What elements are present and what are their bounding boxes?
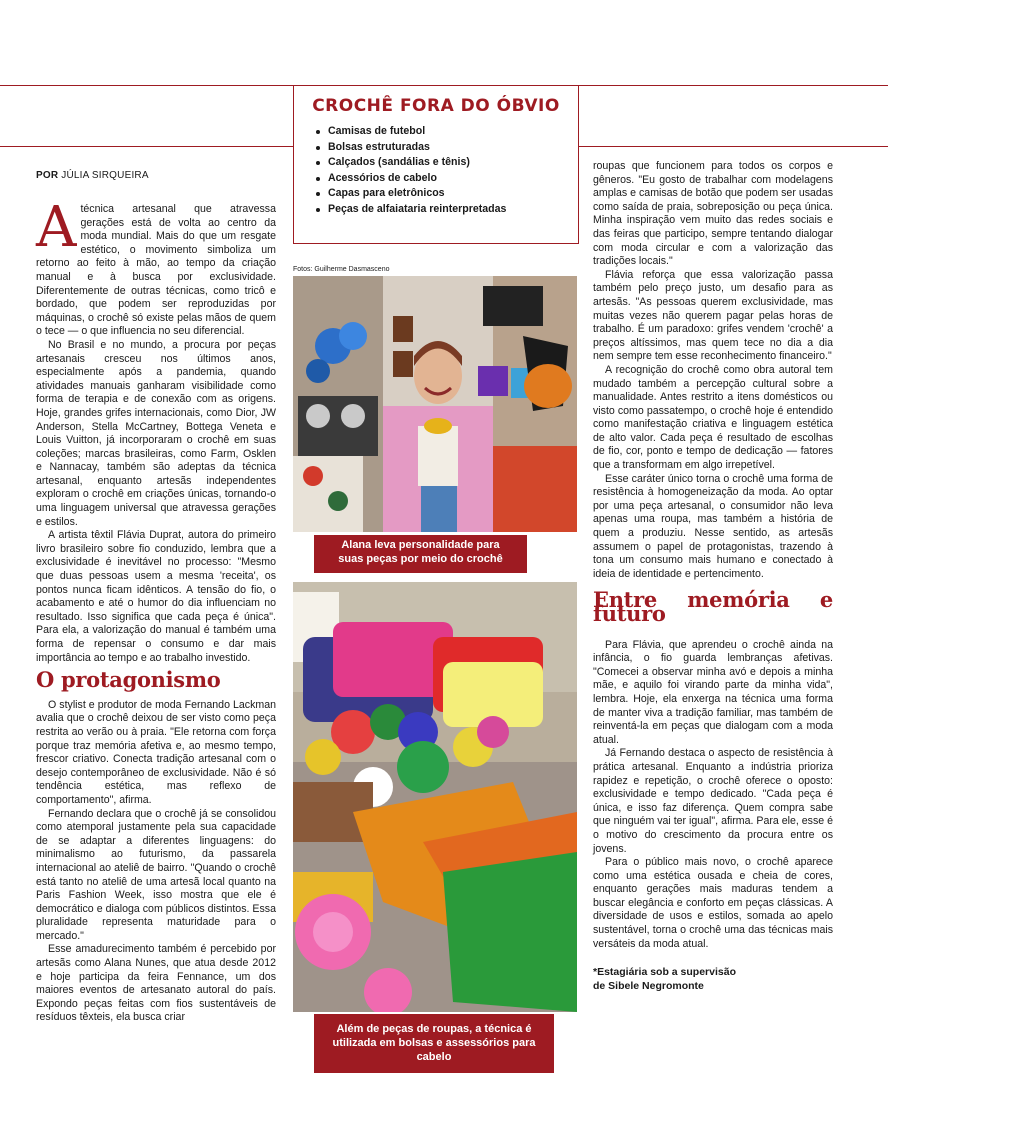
editor-note-line: de Sibele Negromonte [593, 980, 704, 993]
byline-prefix: POR [36, 170, 59, 181]
paragraph: roupas que funcionem para todos os corpos e gêneros. "Eu gosto de trabalhar com modelagens amplas e camisas de botão que podem ser usadas como saída de praia, sobreposição ou peça única. Minha inspiração vem muito das redes sociais e das feiras que participo, sempre tentando dialogar com moda circular e com a valorização das tradições locais." [593, 160, 833, 268]
photo-caption-1: Alana leva personalidade para suas peças por meio do crochê [314, 535, 527, 573]
paragraph-text: técnica artesanal que atravessa gerações está de volta ao centro da moda mundial. Mais do que um resgate estético, o movimento simboliza um retorno ao feito à mão, ao tempo da criação manual e à busca por exclusividade. Diferentemente de outras técnicas, como tricô e bordado, que podem ser reproduzidas por máquinas, o crochê só existe pelas mãos de quem o tece — o que influencia no seu diferencial. [36, 203, 276, 338]
box-item: Capas para eletrônicos [316, 186, 578, 202]
column-right [593, 160, 833, 993]
paragraph: A recognição do crochê como obra autoral tem mudado também a percepção cultural sobre a manualidade. Antes restrito a itens domésticos ou visto como passatempo, o crochê hoje é entendido como manifestação criativa e linguagem estética de alto valor. Cada peça é resultado de escolhas de fio, cor, ponto e tempo de dedicação — fatores que a transformam em algo irrepetível. [593, 363, 833, 472]
box-title: CROCHÊ FORA DO ÓBVIO [312, 96, 560, 116]
box-item: Calçados (sandálias e tênis) [316, 155, 578, 171]
paragraph [36, 195, 276, 339]
box-item: Acessórios de cabelo [316, 171, 578, 187]
byline [36, 170, 149, 181]
paragraph: Flávia reforça que essa valorização passa também pelo preço justo, um desafio para as artesãs. "As pessoas querem exclusividade, mas muitas vezes não querem pagar pelas horas de trabalho. É um paradoxo: grifes vendem 'crochê' a preços altíssimos, mas quem tece no dia a dia nem sempre tem esse reconhecimento financeiro." [593, 268, 833, 363]
photo-artisan [293, 276, 577, 532]
byline-author: JÚLIA SIRQUEIRA [58, 170, 149, 181]
paragraph: No Brasil e no mundo, a procura por peças artesanais cresceu nos últimos anos, especialmente após a pandemia, quando atividades manuais ganharam visibilidade como forma de terapia e de conexão com as origens. Hoje, grandes grifes internacionais, como Dior, JW Anderson, Stella McCartney, Bottega Veneta e Louis Vuitton, já incorporaram o crochê em suas coleções; marcas brasileiras, como Farm, Osklen e Nannacay, também são adeptas da técnica artesanal, enquanto artesãs independentes exploram o crochê em criações únicas, tornando-o uma linguagem universal que atravessa gerações e estilos. [36, 338, 276, 528]
photo-credit: Fotos: Guilherme Dasmasceno [293, 266, 390, 273]
paragraph: Já Fernando destaca o aspecto de resistência à prática artesanal. Enquanto a indústria prioriza rapidez e repetição, o crochê oferece o oposto: exclusividade e tempo dedicado. "Cada peça é única, e isso faz diferença. Quem compra sabe que ninguém vai ter igual", afirma. Para ele, esse é o motivo do crescimento da procura entre os jovens. [593, 747, 833, 855]
box-item: Camisas de futebol [316, 124, 578, 140]
paragraph: Para Flávia, que aprendeu o crochê ainda na infância, o fio guarda lembranças afetivas. "Comecei a observar minha avó e depois a minha mãe, e aquilo foi virando parte da minha vida", lembra. Hoje, ela enxerga na técnica uma forma de manter viva a tradição familiar, mas também de reinventá-la em peças que dialogam com a moda atual. [593, 638, 833, 746]
right-rule [577, 146, 888, 147]
highlight-box [293, 86, 579, 244]
editor-note-line: *Estagiária sob a supervisão [593, 966, 736, 979]
photo-crochet-items [293, 582, 577, 1012]
section-heading: Entre memória e futuro [593, 587, 833, 626]
column-left [36, 195, 276, 1025]
box-list [294, 124, 578, 217]
section-heading: O protagonismo [36, 667, 221, 693]
photo-crochet-image [293, 582, 577, 1012]
drop-cap: A [36, 195, 77, 260]
editor-note [593, 965, 833, 993]
paragraph: O stylist e produtor de moda Fernando Lackman avalia que o crochê deixou de ser visto como peça restrita ao verão ou à praia. "Ele retorna com força porque traz memória afetiva e, ao mesmo tempo, frescor criativo. Conecta tradição artesanal com o desejo contemporâneo de exclusividade. Não é só tendência estética, mas reflexo de comportamento", afirma. [36, 698, 276, 806]
paragraph: Fernando declara que o crochê já se consolidou como atemporal justamente pela sua capacidade de se adaptar a diferentes linguagens: do minimalismo ao futurismo, da passarela internacional ao ateliê de bairro. "Quando o crochê está tanto no ateliê de uma artesã local quanto na Paris Fashion Week, isso mostra que ele é democrático e dialoga com públicos distintos. Essa pluralidade representa maturidade para o mercado." [36, 807, 276, 942]
photo-caption-2: Além de peças de roupas, a técnica é utilizada em bolsas e assessórios para cabelo [314, 1014, 554, 1073]
paragraph: A artista têxtil Flávia Duprat, autora do primeiro livro brasileiro sobre fio conduzido, lembra que a exclusividade é inevitável no processo: "Mesmo que duas pessoas usem a mesma 'receita', os pontos nunca ficam idênticos. A tensão do fio, o acabamento e até o humor do dia influenciam no resultado. Isso significa que cada peça é única". Para ela, a valorização do manual é também uma forma de repensar o consumo e dar mais importância ao tempo e ao trabalho investido. [36, 529, 276, 664]
box-item: Bolsas estruturadas [316, 140, 578, 156]
paragraph: Esse amadurecimento também é percebido por artesãs como Alana Nunes, que atua desde 2012 e hoje participa da feira Fennance, um dos maiores eventos de artesanato autoral do país. Expondo peças feitas com fios sustentáveis de resíduos têxteis, ela busca criar [36, 943, 276, 1024]
box-item: Peças de alfaiataria reinterpretadas [316, 202, 578, 218]
paragraph: Esse caráter único torna o crochê uma forma de resistência à homogeneização da moda. Ao optar por uma peça artesanal, o consumidor não leva apenas uma roupa, mas também a história de quem a produziu. Nesse sentido, as artesãs assumem o papel de protagonistas, trazendo à tona um consumo mais humano e conectado à ideia de identidade e pertencimento. [593, 472, 833, 580]
left-rule [0, 146, 293, 147]
paragraph: Para o público mais novo, o crochê aparece como uma estética ousada e cheia de cores, enquanto gerações mais maduras tendem a buscar elegância e conforto em peças clássicas. A diversidade de usos e estilos, somada ao apelo sustentável, torna o crochê uma das técnicas mais versáteis da moda atual. [593, 856, 833, 950]
photo-artisan-image [293, 276, 577, 532]
